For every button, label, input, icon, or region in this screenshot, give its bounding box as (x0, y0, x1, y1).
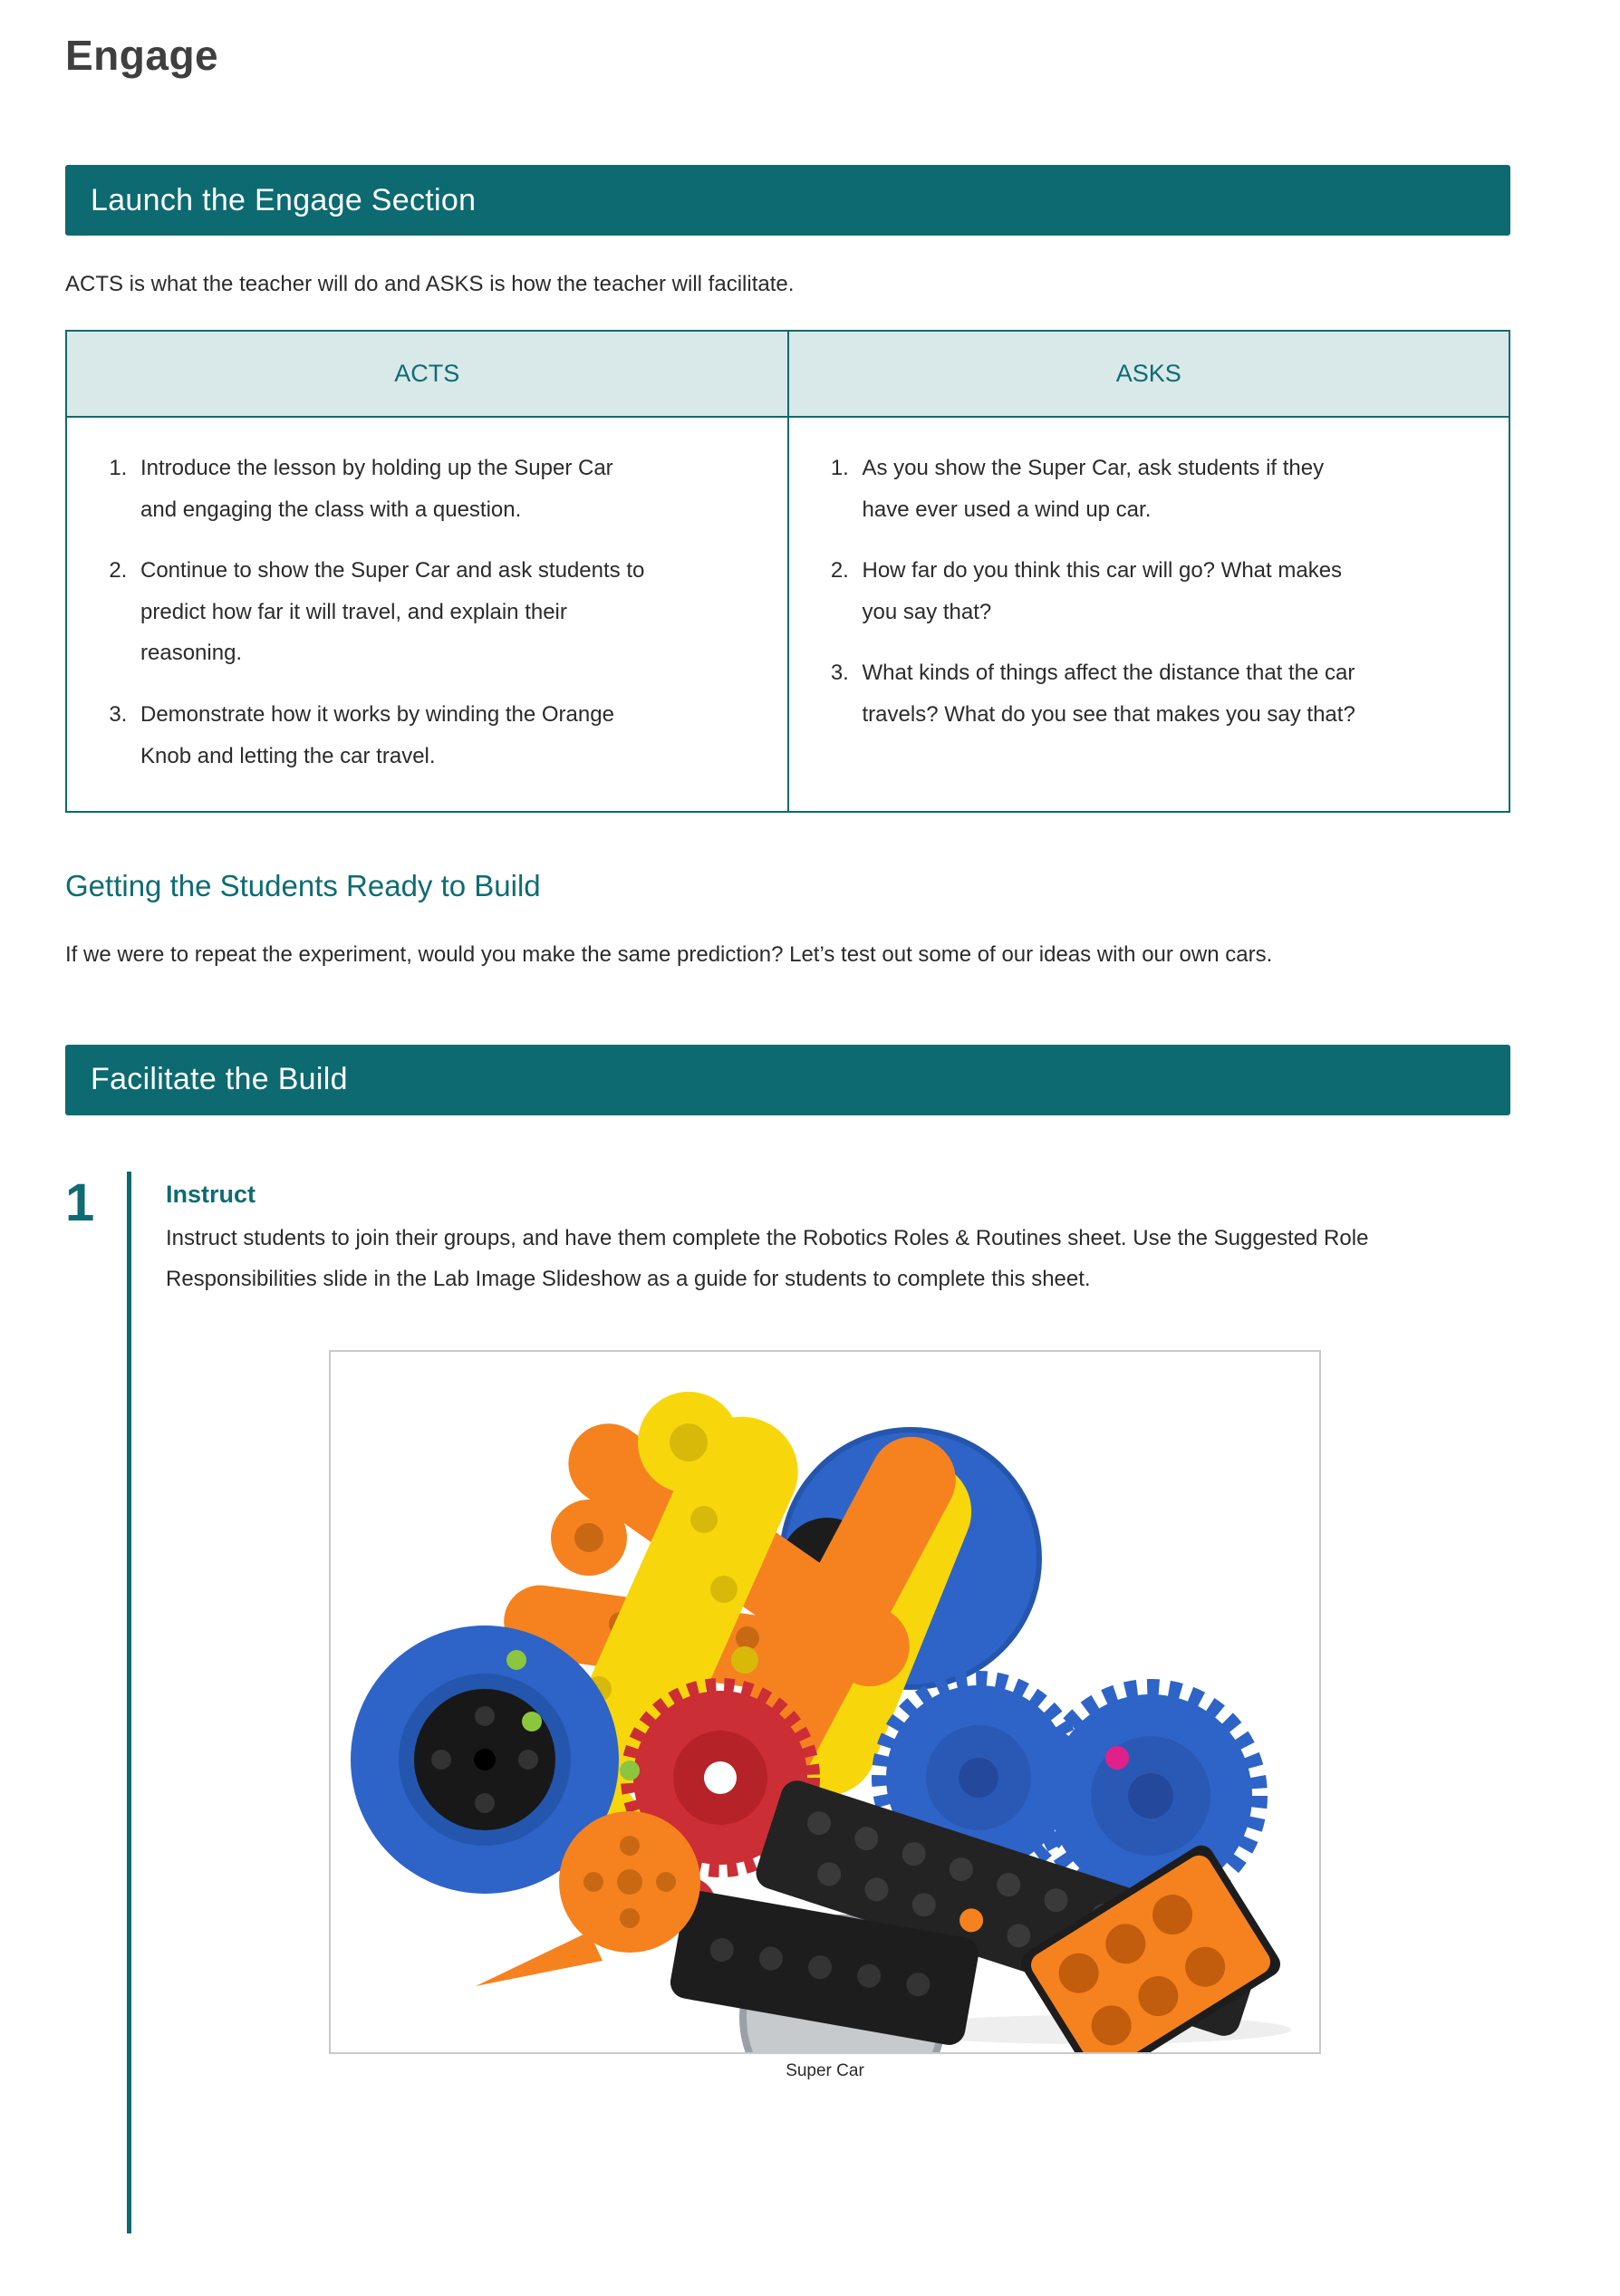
step-title: Instruct (166, 1180, 256, 1208)
super-car-caption: Super Car (786, 2060, 864, 2080)
acts-column-header: ACTS (66, 331, 788, 417)
launch-section-banner (65, 165, 1510, 236)
step-1 (65, 1172, 1510, 2233)
list-item: 3. Demonstrate how it works by winding the Orange Knob and letting the car travel. (133, 694, 651, 777)
page-content (65, 31, 1510, 2233)
super-car-figure (329, 1350, 1321, 2081)
asks-list (812, 448, 1374, 736)
launch-banner-label: Launch the Engage Section (91, 182, 477, 217)
asks-cell (788, 417, 1510, 812)
ready-to-build-heading: Getting the Students Ready to Build (65, 869, 541, 903)
acts-asks-intro: ACTS is what the teacher will do and ASKS is how the teacher will facilitate. (65, 272, 795, 296)
list-item: 2. Continue to show the Super Car and ask students to predict how far it will travel, and explain their reasoning. (133, 550, 651, 674)
list-item: 1. As you show the Super Car, ask students if they have ever used a wind up car. (855, 448, 1374, 530)
acts-list (90, 448, 651, 777)
step-number: 1 (65, 1172, 95, 1232)
acts-cell (66, 417, 788, 812)
super-car-image (331, 1352, 1319, 2052)
list-item: 3. What kinds of things affect the distance that the car travels? What do you see that makes you say that? (855, 652, 1374, 735)
facilitate-section-banner (65, 1045, 1510, 1115)
step-body (127, 1172, 1510, 2233)
facilitate-banner-label: Facilitate the Build (91, 1062, 348, 1097)
step-text: Instruct students to join their groups, and have them complete the Robotics Roles & Routines sheet. Use the Suggested Role Responsibilities slide in the Lab Image Slideshow as a guide for students to complete this sheet. (166, 1225, 1369, 1291)
ready-to-build-text: If we were to repeat the experiment, would you make the same prediction? Let’s test out some of our ideas with our own cars. (65, 942, 1273, 968)
acts-asks-table (65, 330, 1510, 813)
asks-column-header: ASKS (788, 331, 1510, 417)
list-item: 1. Introduce the lesson by holding up the Super Car and engaging the class with a question. (133, 448, 651, 530)
table-row (66, 417, 1509, 812)
page-title: Engage (65, 32, 219, 79)
list-item: 2. How far do you think this car will go? What makes you say that? (855, 550, 1374, 632)
super-car-image-box (329, 1350, 1321, 2054)
